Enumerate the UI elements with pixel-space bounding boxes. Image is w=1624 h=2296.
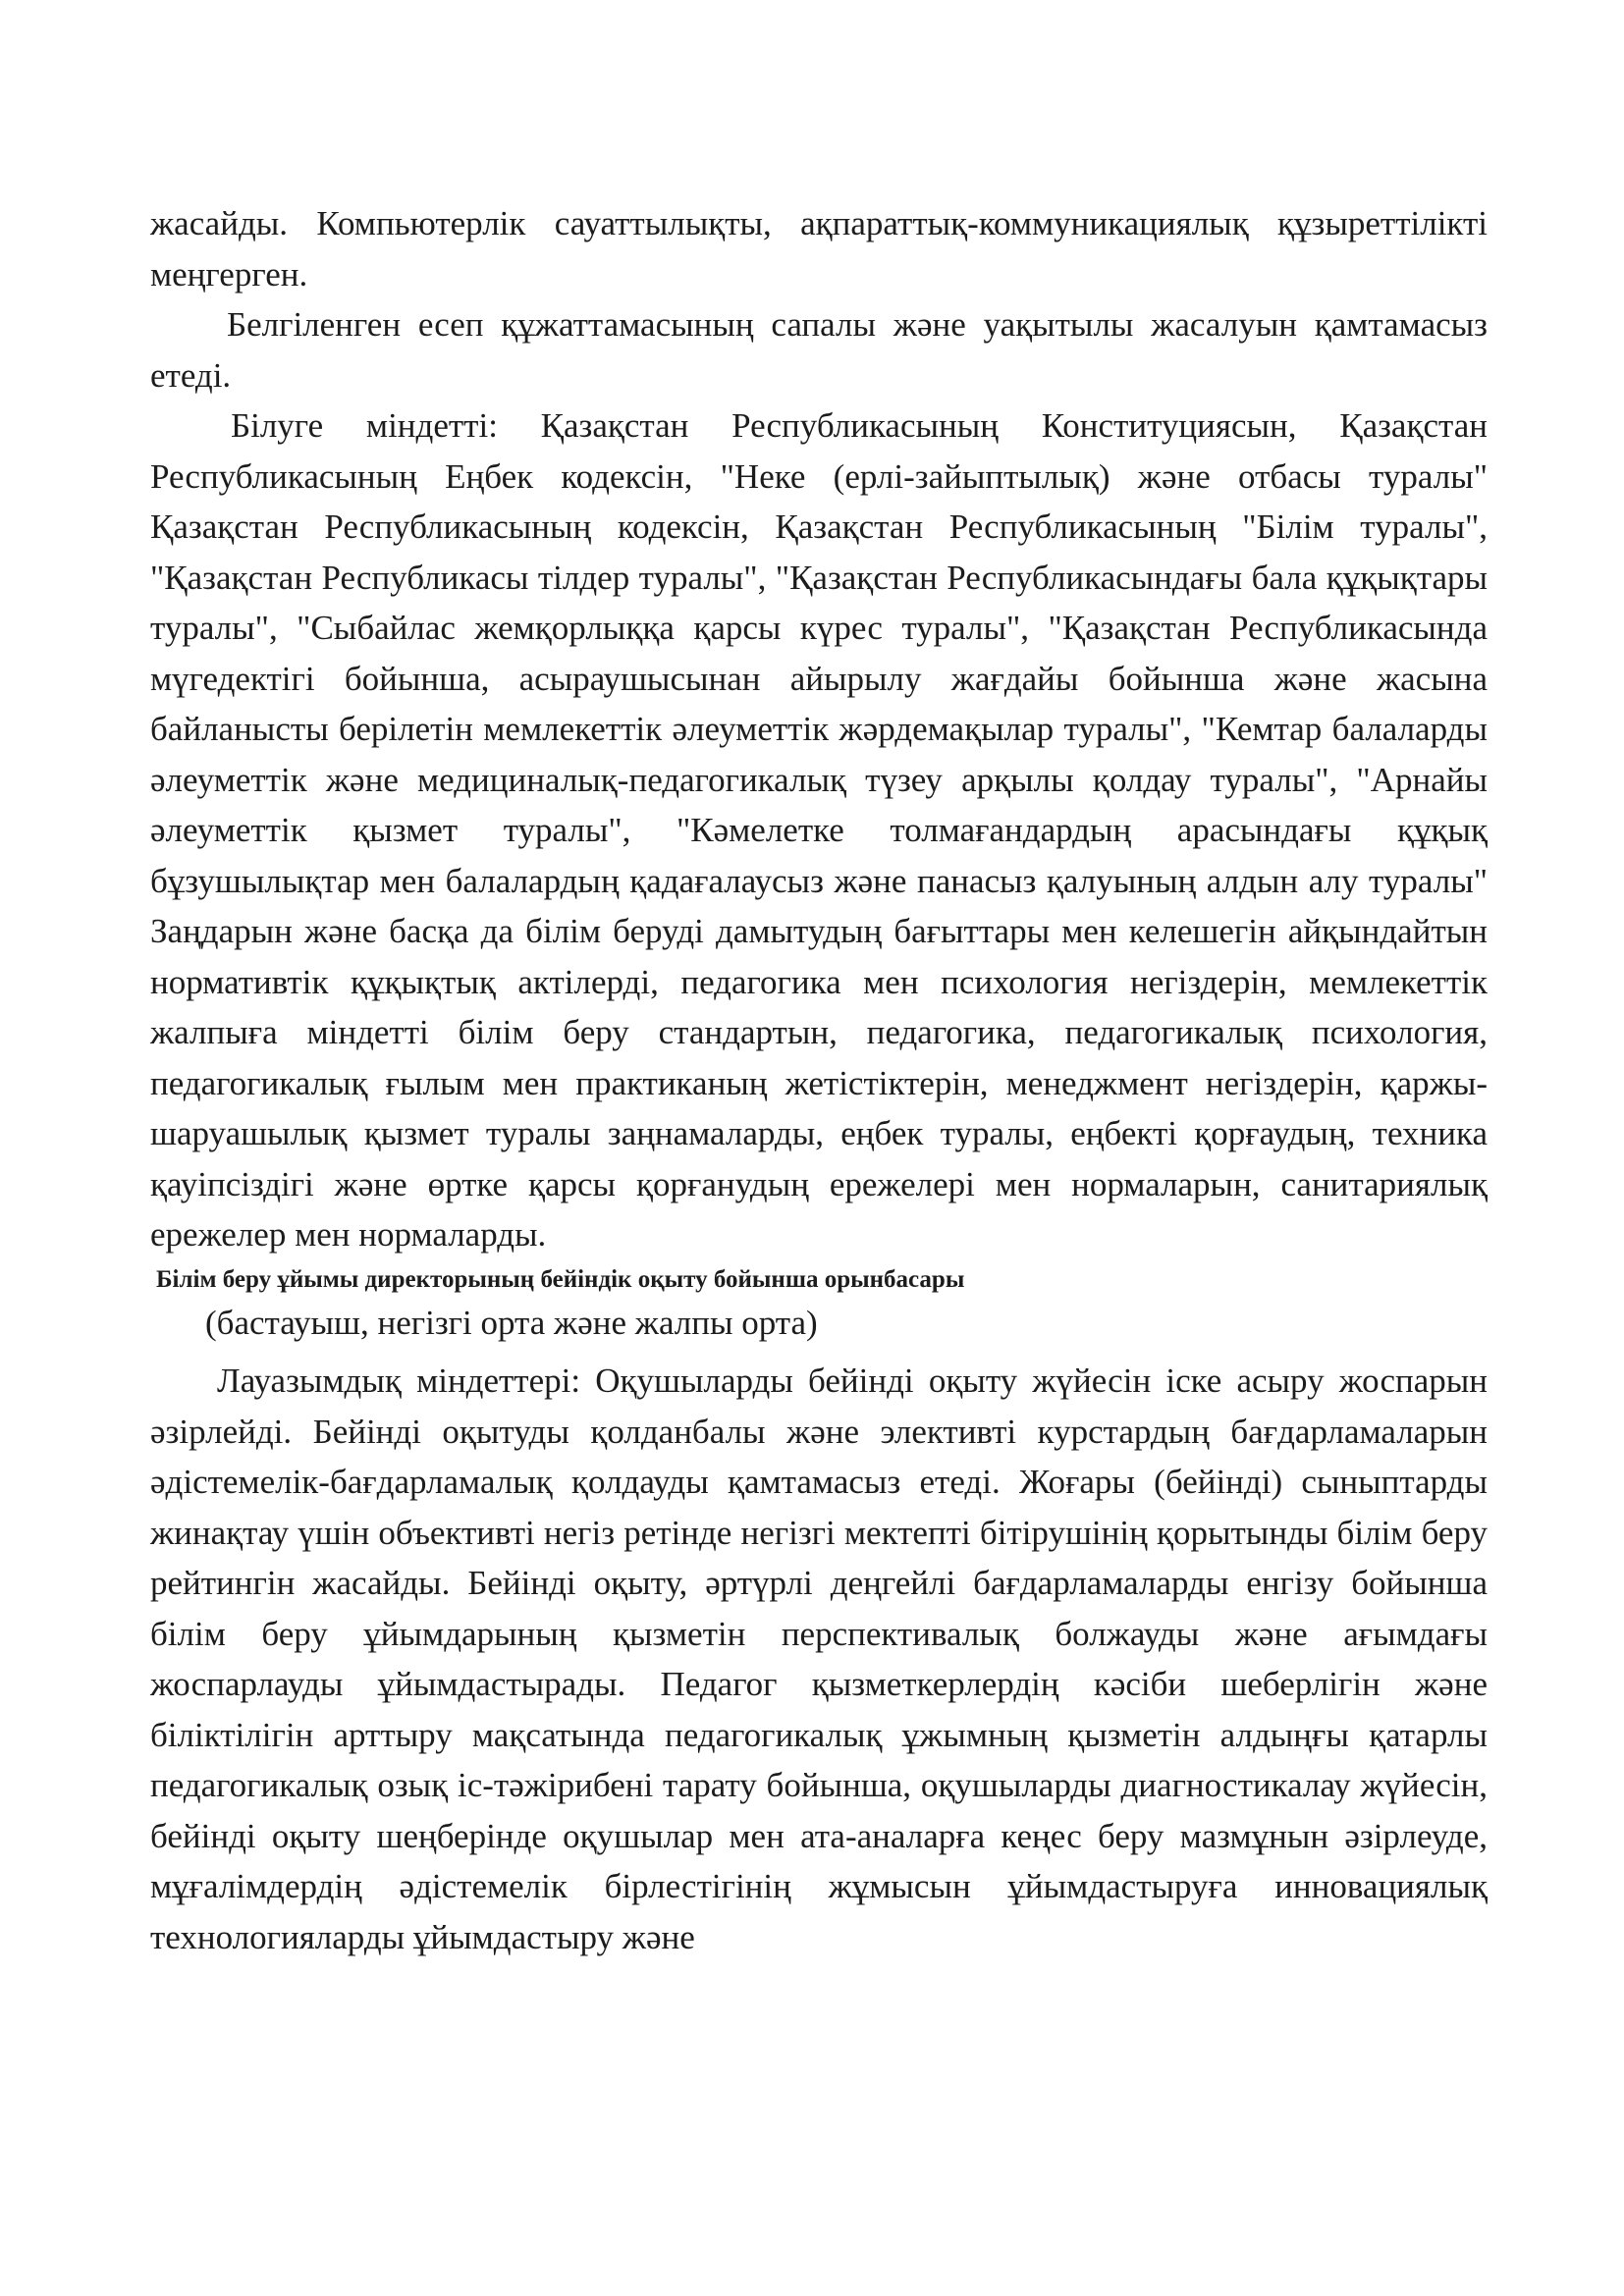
paragraph-knowledge-requirements: Білуге міндетті: Қазақстан Республикасының Конституциясын, Қазақстан Республикасының Еңбек кодексін, "Неке (ерлі-зайыптылық) және отбасы туралы" Қазақстан Республикасының кодексін, Қазақстан Республикасының "Білім туралы", "Қазақстан Республикасы тілдер туралы", "Қазақстан Республикасындағы бала құқықтары туралы", "Сыбайлас жемқорлыққа қарсы күрес туралы", "Қазақстан Республикасында мүгедектігі бойынша, асыраушысынан айырылу жағдайы бойынша және жасына байланысты берілетін мемлекеттік әлеуметтік жәрдемақылар туралы", "Кемтар балаларды әлеуметтік және медициналық-педагогикалық түзеу арқылы қолдау туралы", "Арнайы әлеуметтік қызмет туралы", "Кәмелетке толмағандардың арасындағы құқық бұзушылықтар мен балалардың қадағалаусыз және панасыз қалуының алдын алу туралы" Заңдарын және басқа да білім беруді дамытудың бағыттары мен келешегін айқындайтын нормативтік құқықтық актілерді, педагогика мен психология негіздерін, мемлекеттік жалпыға міндетті білім беру стандартын, педагогика, педагогикалық психология, педагогикалық ғылым мен практиканың жетістіктерін, менеджмент негіздерін, қаржы-шаруашылық қызмет туралы заңнамаларды, еңбек туралы, еңбекті қорғаудың, техника қауіпсіздігі және өртке қарсы қорғанудың ережелері мен нормаларын, санитариялық ережелер мен нормаларды. [150, 406, 1488, 1254]
document-body [150, 198, 1488, 1962]
section-heading: Білім беру ұйымы директорының бейіндік оқыту бойынша орынбасары [156, 1265, 965, 1293]
paragraph-continuation: жасайды. Компьютерлік сауаттылықты, ақпараттық-коммуникациялық құзыреттілікті меңгерген. [150, 204, 1488, 294]
paragraph-job-duties: Лауазымдық міндеттері: Оқушыларды бейінді оқыту жүйесін іске асыру жоспарын әзірлейді. Бейінді оқытуды қолданбалы және элективті курстардың бағдарламаларын әдістемелік-бағдарламалық қолдауды қамтамасыз етеді. Жоғары (бейінді) сыныптарды жинақтау үшін объективті негіз ретінде негізгі мектепті бітірушінің қорытынды білім беру рейтингін жасайды. Бейінді оқыту, әртүрлі деңгейлі бағдарламаларды енгізу бойынша білім беру ұйымдарының қызметін перспективалық болжауды және ағымдағы жоспарлауды ұйымдастырады. Педагог қызметкерлердің кәсіби шеберлігін және біліктілігін арттыру мақсатында педагогикалық ұжымның қызметін алдыңғы қатарлы педагогикалық озық іс-тәжірибені тарату бойынша, оқушыларды диагностикалау жүйесін, бейінді оқыту шеңберінде оқушылар мен ата-аналарға кеңес беру мазмұнын әзірлеуде, мұғалімдердің әдістемелік бірлестігінің жұмысын ұйымдастыруға инновациялық технологияларды ұйымдастыру және [150, 1362, 1488, 1956]
section-subheading: (бастауыш, негізгі орта және жалпы орта) [205, 1303, 818, 1342]
paragraph-documentation: Белгіленген есеп құжаттамасының сапалы және уақытылы жасалуын қамтамасыз етеді. [150, 305, 1488, 395]
